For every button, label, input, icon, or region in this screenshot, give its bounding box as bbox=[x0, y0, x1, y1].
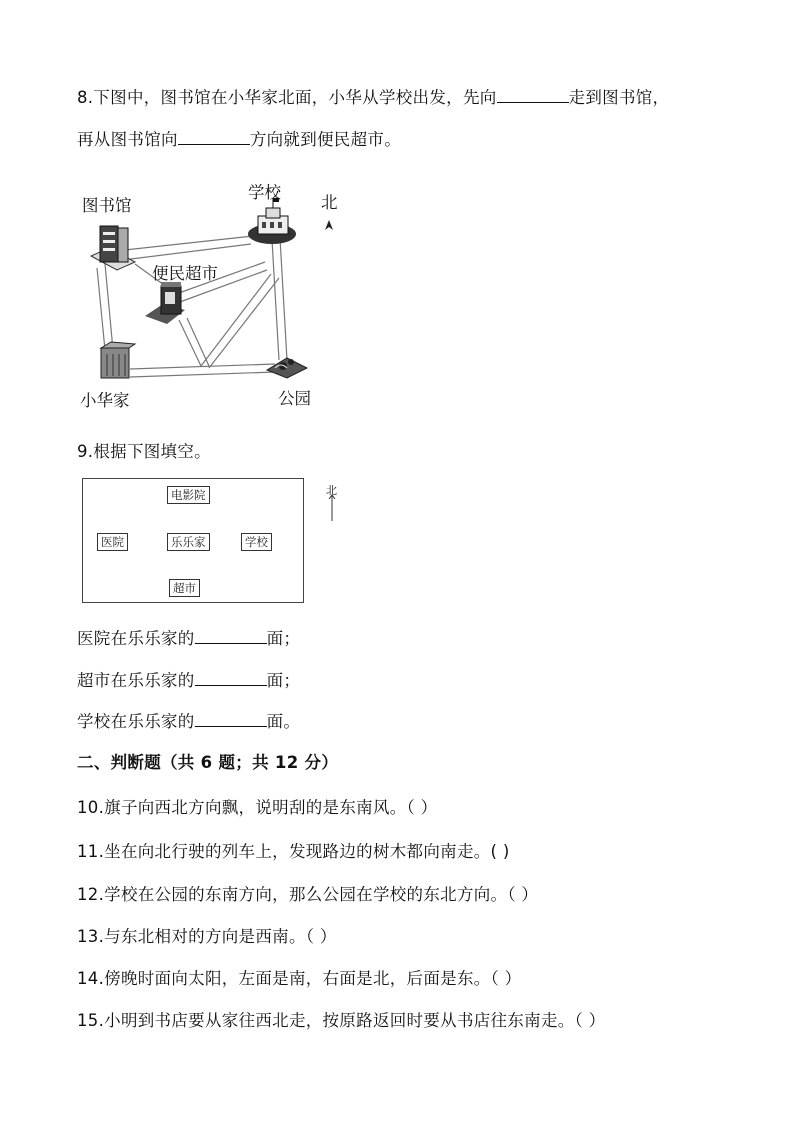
q8-blank-2[interactable] bbox=[178, 128, 250, 145]
q9-north-arrow-icon bbox=[328, 494, 336, 522]
q8-label-park: 公园 bbox=[278, 389, 311, 408]
q9-box-cinema: 电影院 bbox=[167, 486, 210, 504]
q9-box-hospital: 医院 bbox=[97, 533, 128, 551]
q9-map-frame bbox=[82, 478, 304, 603]
q9-box-school: 学校 bbox=[241, 533, 272, 551]
q8-label-school: 学校 bbox=[248, 183, 281, 202]
q9-fill-1-text: 医院在乐乐家的 bbox=[77, 629, 195, 648]
q8-label-north: 北 bbox=[321, 193, 338, 212]
q9-fill-2 bbox=[77, 669, 300, 692]
q9-blank-2[interactable] bbox=[195, 669, 267, 686]
north-arrow-icon bbox=[325, 220, 333, 230]
home-building-icon bbox=[101, 342, 135, 378]
q8-text-3: 再从图书馆向 bbox=[77, 130, 178, 149]
supermarket-building-icon bbox=[145, 282, 185, 324]
q9-fill-1-suffix: 面； bbox=[266, 629, 301, 648]
q9-fill-2-suffix: 面； bbox=[266, 671, 301, 690]
park-icon bbox=[267, 358, 307, 378]
q9-fill-3 bbox=[77, 710, 300, 733]
judgment-item-10: 10.旗子向西北方向飘，说明刮的是东南风。（ ） bbox=[77, 798, 438, 817]
q9-label-north: 北 bbox=[326, 484, 337, 497]
q9-blank-3[interactable] bbox=[195, 710, 267, 727]
q8-label-library: 图书馆 bbox=[82, 196, 132, 215]
q9-fill-1 bbox=[77, 627, 300, 650]
q8-text-4: 方向就到便民超市。 bbox=[249, 130, 402, 149]
q9-fill-3-text: 学校在乐乐家的 bbox=[77, 712, 195, 731]
q8-line1 bbox=[77, 86, 669, 109]
q8-text-1: 8.下图中，图书馆在小华家北面，小华从学校出发，先向 bbox=[77, 88, 497, 107]
section2-heading: 二、判断题（共 6 题；共 12 分） bbox=[77, 753, 339, 772]
judgment-item-13: 13.与东北相对的方向是西南。（ ） bbox=[77, 927, 337, 946]
judgment-item-12: 12.学校在公园的东南方向，那么公园在学校的东北方向。（ ） bbox=[77, 885, 539, 904]
q8-label-home: 小华家 bbox=[80, 391, 130, 410]
q8-label-supermarket: 便民超市 bbox=[152, 264, 218, 283]
judgment-item-15: 15.小明到书店要从家往西北走，按原路返回时要从书店往东南走。（ ） bbox=[77, 1011, 606, 1030]
judgment-item-14: 14.傍晚时面向太阳，左面是南，右面是北，后面是东。（ ） bbox=[77, 969, 522, 988]
q8-line2 bbox=[77, 128, 401, 151]
library-building-icon bbox=[91, 226, 135, 270]
q9-fill-2-text: 超市在乐乐家的 bbox=[77, 671, 195, 690]
q9-title: 9.根据下图填空。 bbox=[77, 442, 211, 461]
q8-blank-1[interactable] bbox=[497, 86, 569, 103]
q9-blank-1[interactable] bbox=[195, 627, 267, 644]
school-building-icon bbox=[248, 198, 296, 244]
q9-fill-3-suffix: 面。 bbox=[266, 712, 301, 731]
judgment-item-11: 11.坐在向北行驶的列车上，发现路边的树木都向南走。( ) bbox=[77, 842, 510, 861]
q9-box-supermarket: 超市 bbox=[169, 579, 200, 597]
q8-text-2: 走到图书馆， bbox=[568, 88, 670, 107]
q9-box-lele-home: 乐乐家 bbox=[167, 533, 210, 551]
